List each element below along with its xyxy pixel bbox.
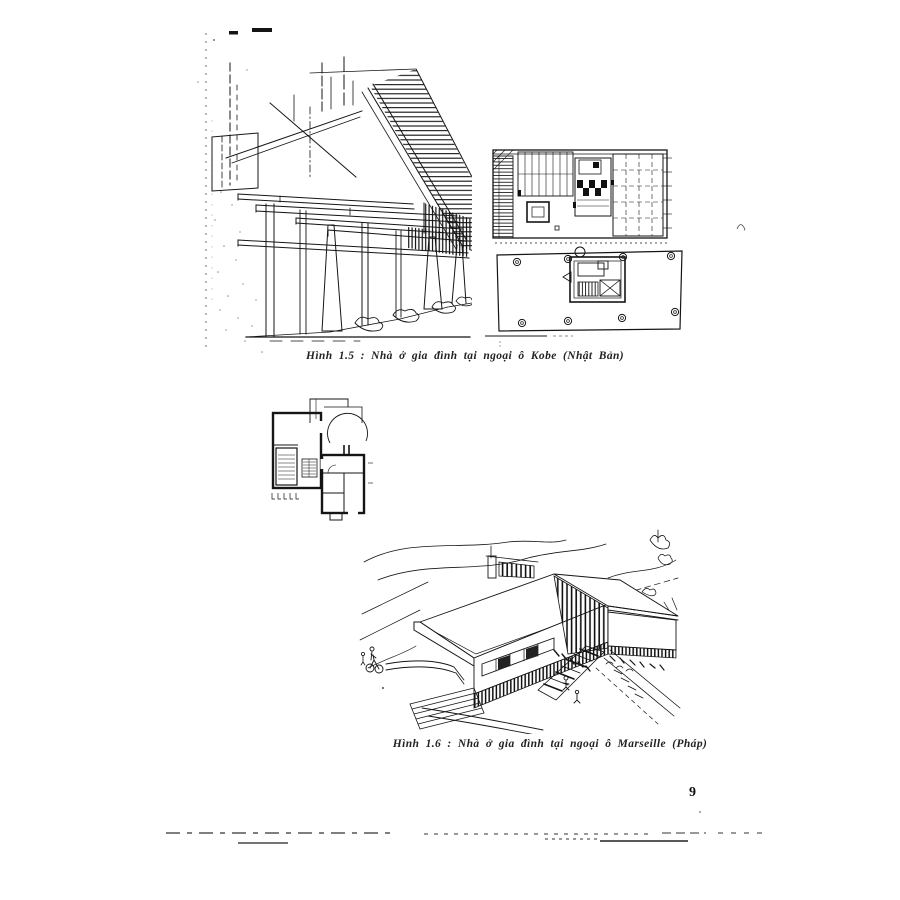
page-number: 9 xyxy=(689,785,696,800)
bottom-scan-line xyxy=(166,833,770,843)
figure-1-5-caption: Hình 1.5 : Nhà ở gia đình tại ngoại ô Kobe (Nhật Bản) xyxy=(305,350,625,362)
halftone-speckles xyxy=(197,69,701,813)
figure-1-6-caption: Hình 1.6 : Nhà ở gia đình tại ngoại ô Marseille (Pháp) xyxy=(392,738,708,750)
